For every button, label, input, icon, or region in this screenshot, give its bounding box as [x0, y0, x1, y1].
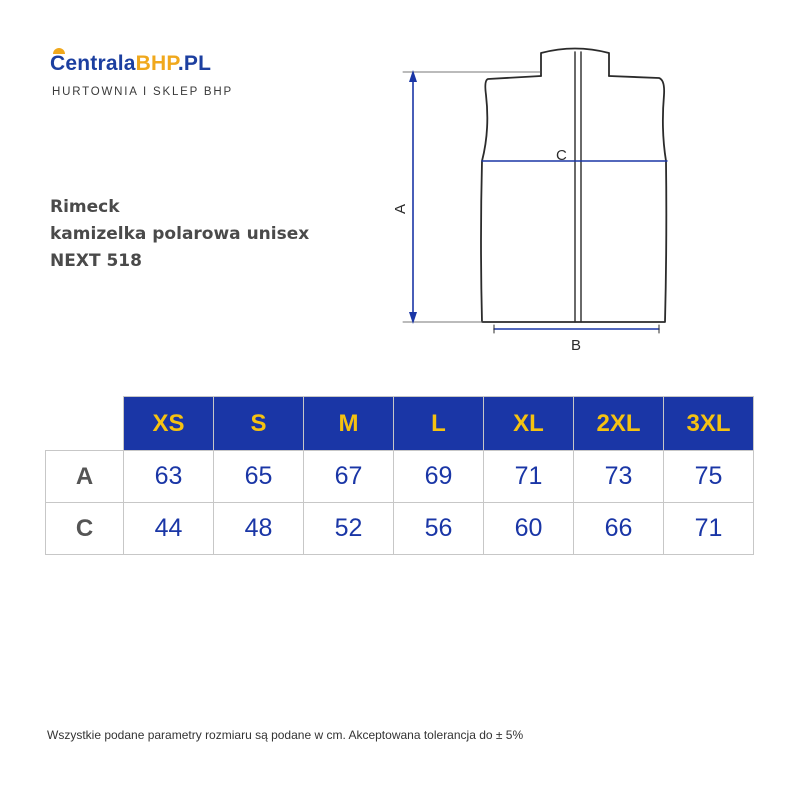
table-cell: 75 — [664, 451, 754, 503]
measure-a-label: A — [392, 203, 409, 214]
measure-b-label: B — [571, 337, 582, 354]
size-header: L — [394, 397, 484, 451]
table-cell: 44 — [124, 503, 214, 555]
table-corner — [46, 397, 124, 451]
table-cell: 56 — [394, 503, 484, 555]
footnote: Wszystkie podane parametry rozmiaru są podane w cm. Akceptowana tolerancja do ± 5% — [47, 728, 524, 742]
product-model: NEXT 518 — [50, 251, 142, 271]
measure-c-label: C — [556, 147, 567, 164]
table-cell: 60 — [484, 503, 574, 555]
table-row — [46, 451, 754, 503]
logo-part-pl: .PL — [177, 52, 212, 75]
table-cell: 65 — [214, 451, 304, 503]
table-cell: 63 — [124, 451, 214, 503]
table-cell: 69 — [394, 451, 484, 503]
table-cell: 52 — [304, 503, 394, 555]
logo-wordmark — [50, 52, 211, 76]
table-cell: 73 — [574, 451, 664, 503]
product-name: kamizelka polarowa unisex — [50, 224, 310, 244]
size-header: XS — [124, 397, 214, 451]
table-row — [46, 503, 754, 555]
vest-body-outline — [481, 76, 666, 322]
size-header: 2XL — [574, 397, 664, 451]
brand-logo[interactable] — [50, 52, 260, 102]
table-cell: 66 — [574, 503, 664, 555]
size-header: S — [214, 397, 304, 451]
logo-part-centrala: Centrala — [50, 52, 136, 75]
size-header-row — [46, 397, 754, 451]
size-header: M — [304, 397, 394, 451]
row-label: C — [46, 503, 124, 555]
logo-tagline: HURTOWNIA I SKLEP BHP — [52, 86, 233, 98]
product-brand: Rimeck — [50, 197, 120, 217]
table-cell: 48 — [214, 503, 304, 555]
row-label: A — [46, 451, 124, 503]
logo-part-bhp: BHP — [135, 52, 178, 75]
size-header: XL — [484, 397, 574, 451]
table-cell: 67 — [304, 451, 394, 503]
vest-measurement-diagram — [380, 40, 700, 360]
table-cell: 71 — [484, 451, 574, 503]
size-table — [45, 396, 754, 555]
size-header: 3XL — [664, 397, 754, 451]
table-cell: 71 — [664, 503, 754, 555]
product-info — [50, 194, 309, 275]
